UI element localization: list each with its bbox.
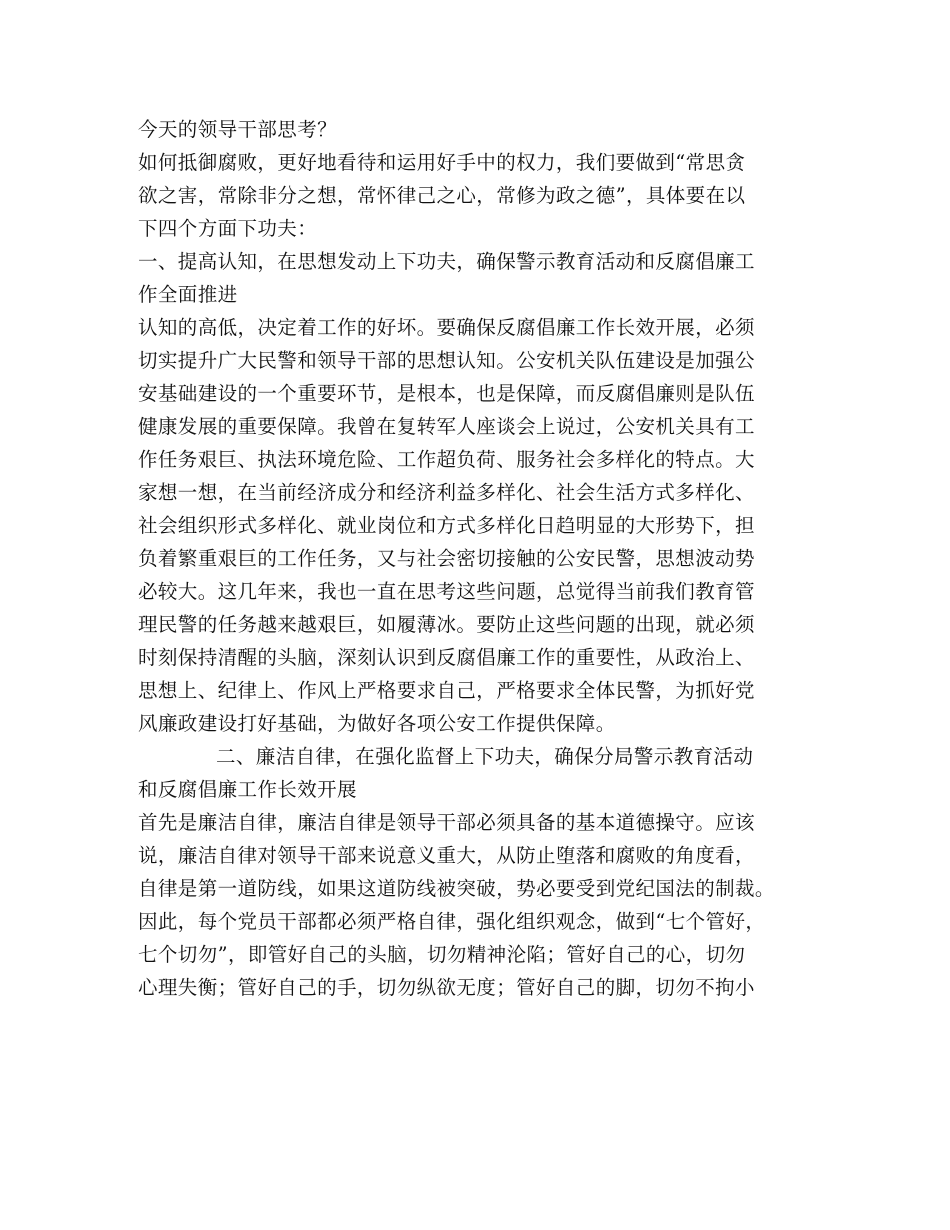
section-heading-2: 二、廉洁自律，在强化监督上下功夫，确保分局警示教育活动 [216,745,754,768]
document-line: 思想上、纪律上、作风上严格要求自己，严格要求全体民警，为抓好党 [138,679,755,702]
document-line: 七个切勿”，即管好自己的头脑，切勿精神沦陷；管好自己的心，切勿 [138,943,746,966]
document-line: 下四个方面下功夫： [138,217,318,240]
document-line: 健康发展的重要保障。我曾在复转军人座谈会上说过，公安机关具有工 [138,415,755,438]
document-line: 心理失衡；管好自己的手，切勿纵欲无度；管好自己的脚，切勿不拘小 [138,976,755,999]
section-heading-1-cont: 作全面推进 [138,283,238,306]
document-line: 负着繁重艰巨的工作任务，又与社会密切接触的公安民警，思想波动势 [138,547,755,570]
document-line: 切实提升广大民警和领导干部的思想认知。公安机关队伍建设是加强公 [138,349,755,372]
section-heading-1: 一、提高认知，在思想发动上下功夫，确保警示教育活动和反腐倡廉工 [138,250,755,273]
document-line: 欲之害，常除非分之想，常怀律己之心，常修为政之德”，具体要在以 [138,184,746,207]
document-line: 社会组织形式多样化、就业岗位和方式多样化日趋明显的大形势下，担 [138,514,755,537]
document-line: 时刻保持清醒的头脑，深刻认识到反腐倡廉工作的重要性，从政治上、 [138,646,755,669]
document-line: 说，廉洁自律对领导干部来说意义重大，从防止堕落和腐败的角度看， [138,844,755,867]
document-line: 作任务艰巨、执法环境危险、工作超负荷、服务社会多样化的特点。大 [138,448,755,471]
section-heading-2-cont: 和反腐倡廉工作长效开展 [138,778,357,801]
document-line: 自律是第一道防线，如果这道防线被突破，势必要受到党纪国法的制裁。 [138,877,775,900]
document-line: 理民警的任务越来越艰巨，如履薄冰。要防止这些问题的出现，就必须 [138,613,755,636]
document-line: 风廉政建设打好基础，为做好各项公安工作提供保障。 [138,712,616,735]
document-line: 如何抵御腐败，更好地看待和运用好手中的权力，我们要做到“常思贪 [138,151,746,174]
document-line: 因此，每个党员干部都必须严格自律，强化组织观念，做到“七个管好， [138,910,766,933]
document-body [138,113,838,1004]
document-line: 首先是廉洁自律，廉洁自律是领导干部必须具备的基本道德操守。应该 [138,811,755,834]
document-line: 家想一想，在当前经济成分和经济利益多样化、社会生活方式多样化、 [138,481,755,504]
document-line: 必较大。这几年来，我也一直在思考这些问题，总觉得当前我们教育管 [138,580,755,603]
document-line: 认知的高低，决定着工作的好坏。要确保反腐倡廉工作长效开展，必须 [138,316,755,339]
document-line: 安基础建设的一个重要环节，是根本，也是保障，而反腐倡廉则是队伍 [138,382,755,405]
document-line: 今天的领导干部思考？ [138,118,338,141]
